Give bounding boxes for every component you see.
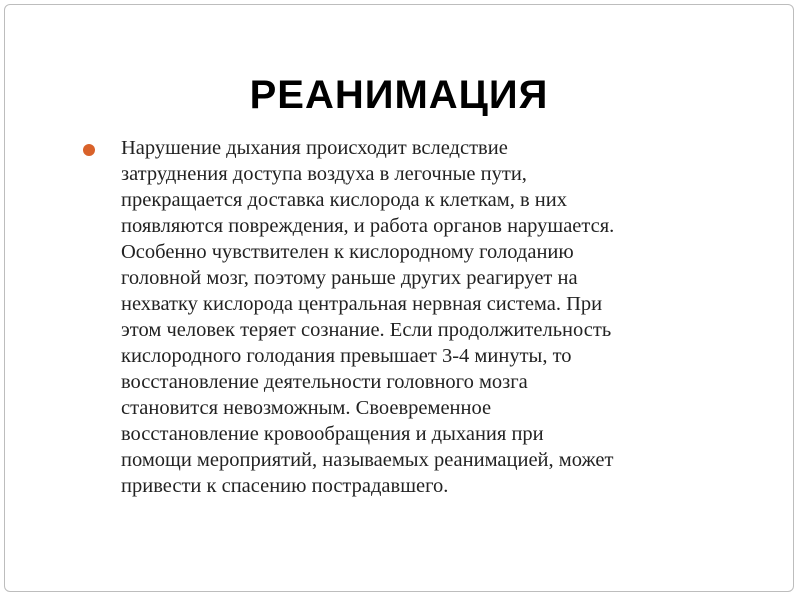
bullet-text: Нарушение дыхания происходит вследствие затруднения доступа воздуха в легочные пути, прекращается доставка кислорода к клеткам, в них появляются повреждения, и работа органов нарушается. Особенно чувствителен к кислородному голоданию головной мозг, поэтому раньше других реагирует на нехватку кислорода центральная нервная система. При этом человек теряет сознание. Если продолжительность кислородного голодания превышает 3-4 минуты, то восстановление деятельности головного мозга становится невозможным. Своевременное восстановление кровообращения и дыхания при помощи мероприятий, называемых реанимацией, может привести к спасению пострадавшего. [121, 137, 615, 497]
circle-bullet-icon [83, 144, 95, 156]
slide [4, 4, 794, 592]
slide-title: РЕАНИМАЦИЯ [249, 73, 549, 117]
